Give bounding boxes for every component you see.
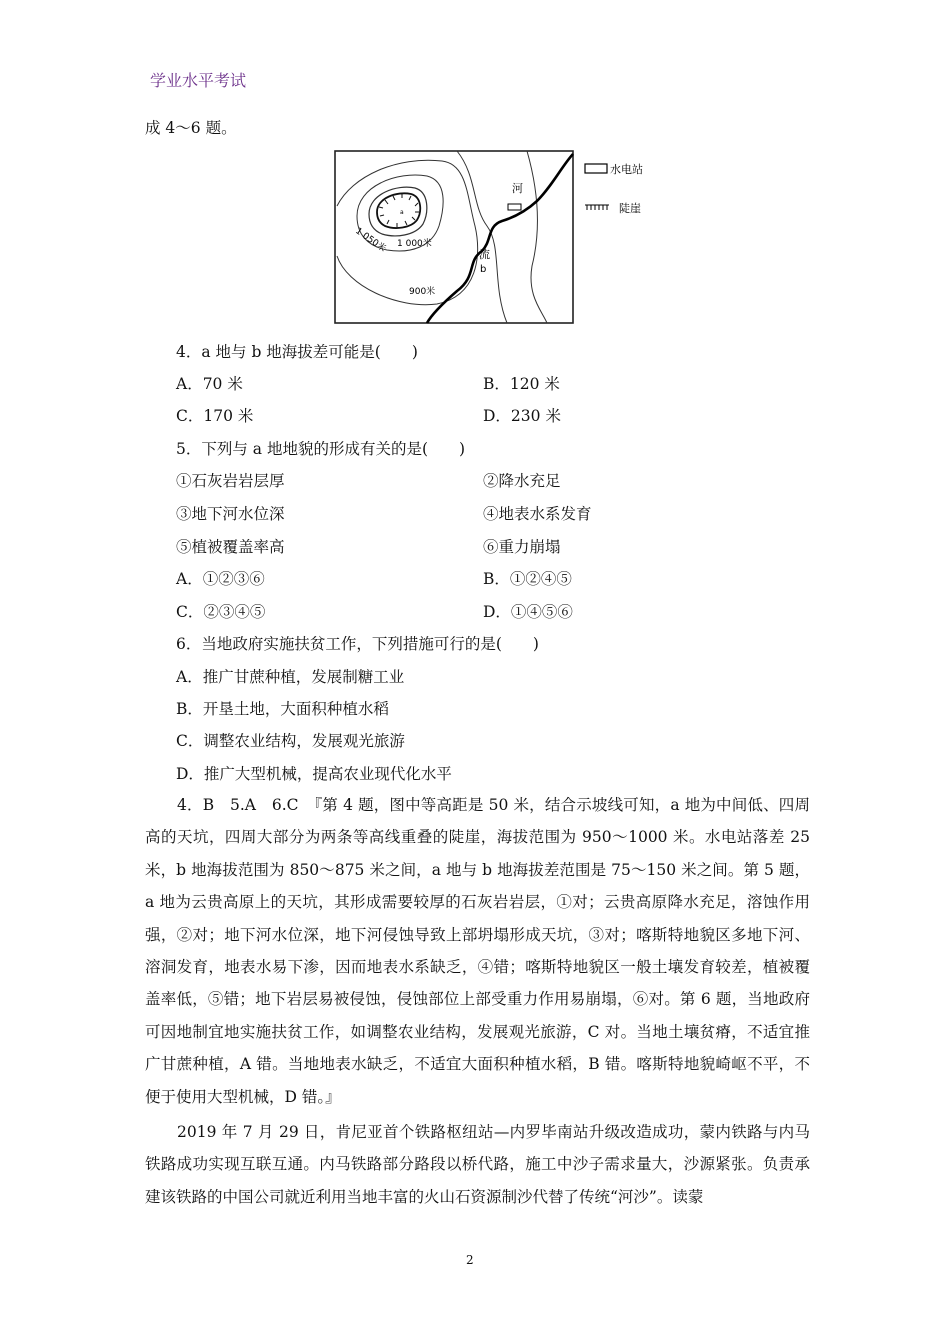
q5-option-c: C．②③④⑤ [176,603,266,621]
point-b-label: b [480,264,487,275]
river-label-2: 流 [479,248,490,261]
q5-stem: 5．下列与 a 地地貌的形成有关的是( ) [176,440,466,458]
q5-item-5: ⑤植被覆盖率高 [176,538,285,556]
legend-hydro-label: 水电站 [610,163,643,176]
contour-label-900: 900米 [409,287,436,297]
header-label: 学业水平考试 [150,71,247,90]
legend-hydro-symbol [585,164,607,173]
hydropower-station-marker [508,204,521,210]
q5-option-a: A．①②③⑥ [176,570,265,588]
q5-item-4: ④地表水系发育 [483,505,592,523]
q6-option-d: D．推广大型机械，提高农业现代化水平 [176,765,452,783]
q6-option-b: B．开垦土地，大面积种植水稻 [176,700,389,718]
contour-label-1050: 1 050米 [353,226,388,255]
point-a-label: a [400,209,404,216]
contour-label-1000: 1 000米 [397,239,432,249]
intro-text: 成 4～6 题。 [145,119,237,137]
contour-map [327,146,657,326]
next-passage: 2019 年 7 月 29 日，肯尼亚首个铁路枢纽站—内罗毕南站升级改造成功，蒙内铁路与内马铁路成功实现互联互通。内马铁路部分路段以桥代路，施工中沙子需求量大，沙源紧张。负责承建该铁路的中国公司就近利用当地丰富的火山石资源制沙代替了传统“河沙”。读蒙 [145,1123,810,1206]
river-label-1: 河 [512,182,523,195]
q6-option-a: A．推广甘蔗种植，发展制糖工业 [176,668,405,686]
q4-option-b: B．120 米 [483,375,560,393]
q5-option-d: D．①④⑤⑥ [483,603,573,621]
contour-map-figure [327,146,657,326]
q5-item-2: ②降水充足 [483,472,561,490]
q4-stem: 4．a 地与 b 地海拔差可能是( ) [176,343,418,361]
answer-explanation: 4．B 5.A 6.C 『第 4 题，图中等高距是 50 米，结合示坡线可知，a 地为中间低、四周高的天坑，四周大部分为两条等高线重叠的陡崖，海拔范围为 950～1000 米。水电站落差 25 米，b 地海拔范围为 850～875 米之间，a 地与 b 地海拔差范围是 75～150 米之间。第 5 题，a 地为云贵高原上的天坑，其形成需要较厚的石灰岩岩层，①对；云贵高原降水充足，溶蚀作用强，②对；地下河水位深，地下河侵蚀导致上部坍塌形成天坑，③对；喀斯特地貌区多地下河、溶洞发育，地表水易下渗，因而地表水系缺乏，④错；喀斯特地貌区一般土壤发育较差，植被覆盖率低，⑤错；地下岩层易被侵蚀，侵蚀部位上部受重力作用易崩塌，⑥对。第 6 题，当地政府可因地制宜地实施扶贫工作，如调整农业结构，发展观光旅游，C 对。当地土壤贫瘠，不适宜推广甘蔗种植，A 错。当地地表水缺乏，不适宜大面积种植水稻，B 错。喀斯特地貌崎岖不平，不便于使用大型机械，D 错。』 [145,796,810,1106]
page-number: 2 [466,1253,474,1267]
q5-option-b: B．①②④⑤ [483,570,572,588]
contour-line-far-east [527,151,547,323]
legend-cliff-label: 陡崖 [619,202,641,215]
q4-option-c: C．170 米 [176,407,254,425]
legend-cliff-symbol [585,205,609,210]
q6-stem: 6．当地政府实施扶贫工作，下列措施可行的是( ) [176,635,539,653]
q6-option-c: C．调整农业结构，发展观光旅游 [176,732,405,750]
q4-option-d: D．230 米 [483,407,561,425]
q5-item-3: ③地下河水位深 [176,505,285,523]
q5-item-1: ①石灰岩岩层厚 [176,472,285,490]
q4-option-a: A．70 米 [176,375,243,393]
sinkhole-cliff [377,193,420,228]
contour-line-east [457,151,507,323]
q5-item-6: ⑥重力崩塌 [483,538,561,556]
